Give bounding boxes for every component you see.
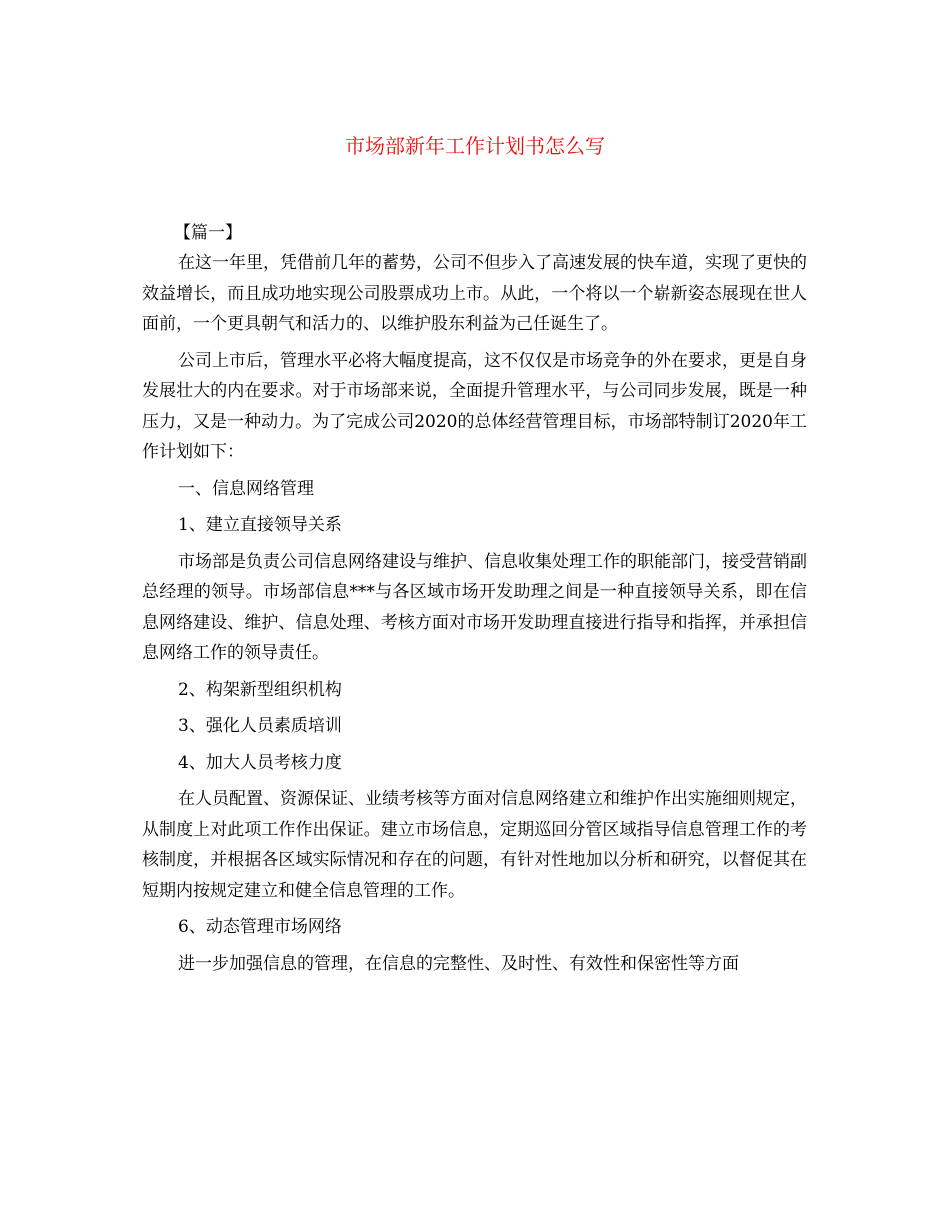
paragraph-item-4: 在人员配置、资源保证、业绩考核等方面对信息网络建立和维护作出实施细则规定，从制度上对此项工作作出保证。建立市场信息，定期巡回分管区域指导信息管理工作的考核制度，并根据各区域实际情况和存在的问题，有针对性地加以分析和研究，以督促其在短期内按规定建立和健全信息管理的工作。 [142, 789, 807, 901]
heading-item-4: 4、加大人员考核力度 [178, 752, 342, 773]
heading-item-2: 2、构架新型组织机构 [178, 679, 342, 700]
paragraph-intro: 在这一年里，凭借前几年的蓄势，公司不但步入了高速发展的快车道，实现了更快的效益增长，而且成功地实现公司股票成功上市。从此，一个将以一个崭新姿态展现在世人面前，一个更具朝气和活力的、以维护股东利益为己任诞生了。 [142, 253, 807, 334]
paragraph-item-6: 进一步加强信息的管理，在信息的完整性、及时性、有效性和保密性等方面 [178, 953, 739, 974]
document-body [142, 218, 807, 979]
heading-item-3: 3、强化人员素质培训 [178, 716, 342, 736]
paragraph-listing: 公司上市后，管理水平必将大幅度提高，这不仅仅是市场竞争的外在要求，更是自身发展壮大的内在要求。对于市场部来说，全面提升管理水平，与公司同步发展，既是一种压力，又是一种动力。为了完成公司2020的总体经营管理目标，市场部特制订2020年工作计划如下： [142, 350, 807, 462]
paragraph-item-1: 市场部是负责公司信息网络建设与维护、信息收集处理工作的职能部门，接受营销副总经理的领导。市场部信息***与各区域市场开发助理之间是一种直接领导关系，即在信息网络建设、维护、信息处理、考核方面对市场开发助理直接进行指导和指挥，并承担信息网络工作的领导责任。 [142, 551, 807, 663]
section-label: 【篇一】 [174, 223, 242, 243]
document-title: 市场部新年工作计划书怎么写 [345, 134, 605, 158]
heading-item-1: 1、建立直接领导关系 [178, 515, 342, 535]
heading-item-6: 6、动态管理市场网络 [178, 917, 342, 937]
heading-info-network: 一、信息网络管理 [178, 478, 314, 499]
